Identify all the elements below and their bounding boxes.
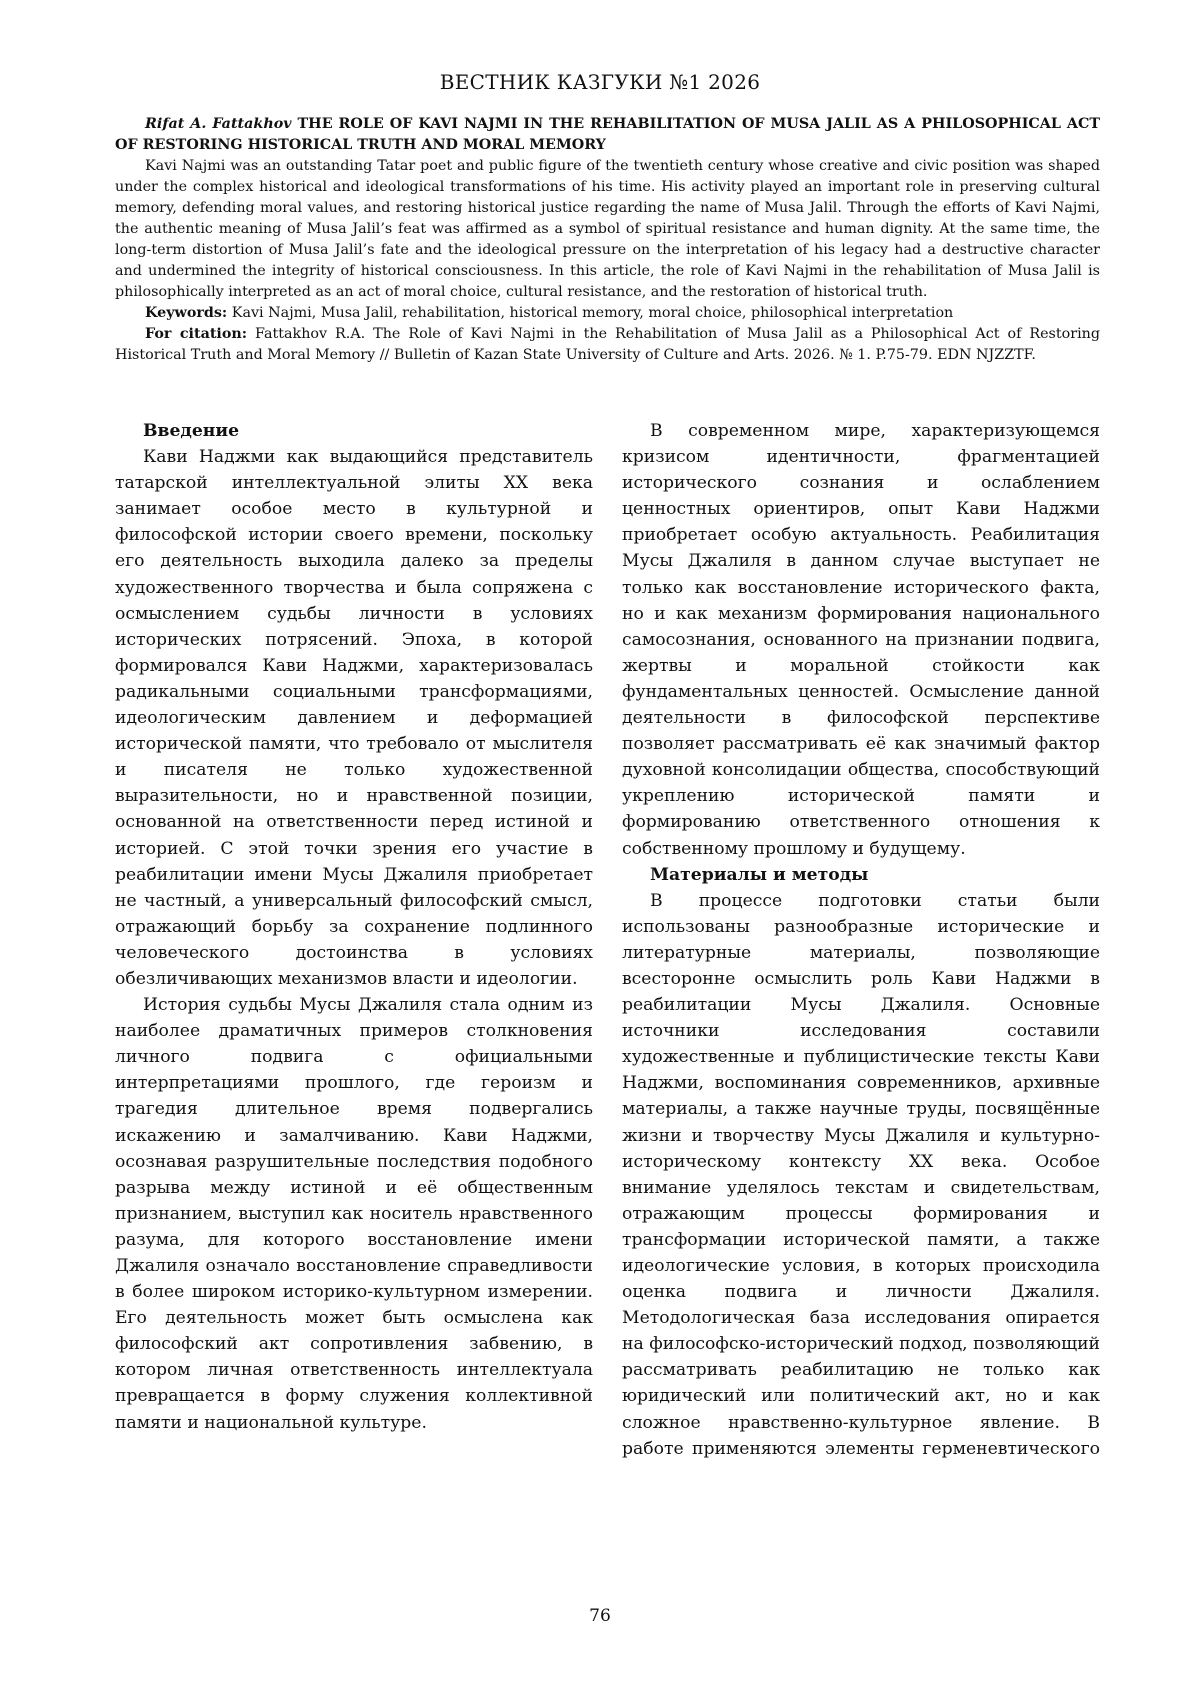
intro-paragraph-1: Кави Наджми как выдающийся представитель татарской интеллектуальной элиты XX века занимает особое место в культурной и философской истории своего времени, поскольку его деятельность выходила далеко за пределы художественного творчества и была сопряжена с осмыслением судьбы личности в условиях исторических потрясений. Эпоха, в которой формировался Кави Наджми, характеризовалась радикальными социальными трансформациями, идеологическим давлением и деформацией исторической памяти, что требовало от мыслителя и писателя не только художественной выразительности, но и нравственной позиции, основанной на ответственности перед истиной и историей. С этой точки зрения его участие в реабилитации имени Мусы Джалиля приобретает не частный, а универсальный философский смысл, отражающий борьбу за сохранение подлинного человеческого достоинства в условиях обезличивающих механизмов власти и идеологии. <box>115 447 593 989</box>
page-number: 76 <box>589 1606 611 1626</box>
keywords-label: Keywords: <box>145 305 228 321</box>
intro-paragraph-3: В современном мире, характеризующемся кризисом идентичности, фрагментацией исторического сознания и ослаблением ценностных ориентиров, опыт Кави Наджми приобретает особую актуальность. Реабилитация Мусы Джалиля в данном случае выступает не только как восстановление исторического факта, но и как механизм формирования национального самосознания, основанного на признании подвига, жертвы и моральной стойкости как фундаментальных ценностей. Осмысление данной деятельности в философской перспективе позволяет рассматривать её как значимый фактор духовной консолидации общества, способствующий укреплению исторической памяти и формированию ответственного отношения к собственному прошлому и будущему. <box>622 421 1100 859</box>
author-name: Rifat A. Fattakhov <box>145 116 292 132</box>
article-title-line <box>115 114 1100 156</box>
citation-label: For citation: <box>145 326 248 342</box>
intro-paragraph-2: История судьбы Мусы Джалиля стала одним из наиболее драматичных примеров столкновения личного подвига с официальными интерпретациями прошлого, где героизм и трагедия длительное время подвергались искажению и замалчиванию. Кави Наджми, осознавая разрушительные последствия подобного разрыва между истиной и её общественным признанием, выступил как носитель нравственного разума, для которого восстановление имени Джалиля означало восстановление справедливости в более широком историко-культурном измерении. Его деятельность может быть осмыслена как философский акт сопротивления забвению, в котором личная ответственность интеллектуала превращается в форму служения коллективной памяти и национальной культуре. <box>115 995 593 1433</box>
keywords-line <box>115 303 1100 324</box>
journal-header: ВЕСТНИК КАЗГУКИ №1 2026 <box>439 70 761 94</box>
article-title: THE ROLE OF KAVI NAJMI IN THE REHABILITATION OF MUSA JALIL AS A PHILOSOPHICAL ACT OF RESTORING HISTORICAL TRUTH AND MORAL MEMORY <box>115 116 1101 153</box>
citation-text: Fattakhov R.A. The Role of Kavi Najmi in the Rehabilitation of Musa Jalil as a Philosophical Act of Restoring Historical Truth and Moral Memory // Bulletin of Kazan State University of Culture and Arts. 2026. № 1. P.75-79. EDN NJZZTF. <box>115 326 1101 363</box>
keywords-text: Kavi Najmi, Musa Jalil, rehabilitation, historical memory, moral choice, philosophical interpretation <box>231 305 954 321</box>
abstract-text: Kavi Najmi was an outstanding Tatar poet and public figure of the twentieth century whose creative and civic position was shaped under the complex historical and ideological transformations of his time. His activity played an important role in preserving cultural memory, defending moral values, and restoring historical justice regarding the name of Musa Jalil. Through the efforts of Kavi Najmi, the authentic meaning of Musa Jalil’s feat was affirmed as a symbol of spiritual resistance and human dignity. At the same time, the long-term distortion of Musa Jalil’s fate and the ideological pressure on the interpretation of his legacy had a destructive character and undermined the integrity of historical consciousness. In this article, the role of Kavi Najmi in the rehabilitation of Musa Jalil is philosophically interpreted as an act of moral choice, cultural resistance, and the restoration of historical truth. <box>115 158 1100 300</box>
english-abstract-block <box>115 114 1100 366</box>
section-heading-introduction: Введение <box>143 421 240 441</box>
right-column <box>622 418 1100 1462</box>
methods-paragraph-1: В процессе подготовки статьи были использованы разнообразные исторические и литературные материалы, позволяющие всесторонне осмыслить роль Кави Наджми в реабилитации Мусы Джалиля. Основные источники исследования составили художественные и публицистические тексты Кави Наджми, воспоминания современников, архивные материалы, а также научные труды, посвящённые жизни и творчеству Мусы Джалиля и культурно-историческому контексту XX века. Особое внимание уделялось текстам и свидетельствам, отражающим процессы формирования и трансформации исторической памяти, а также идеологические условия, в которых происходила оценка подвига и личности Джалиля. Методологическая база исследования опирается на философско-исторический подход, позволяющий рассматривать реабилитацию не только как юридический или политический акт, но и как сложное нравственно-культурное явление. В работе применяются элементы герменевтического <box>622 890 1100 1459</box>
citation-line <box>115 324 1100 366</box>
left-column <box>115 418 593 1436</box>
section-heading-materials-methods: Материалы и методы <box>650 864 869 885</box>
